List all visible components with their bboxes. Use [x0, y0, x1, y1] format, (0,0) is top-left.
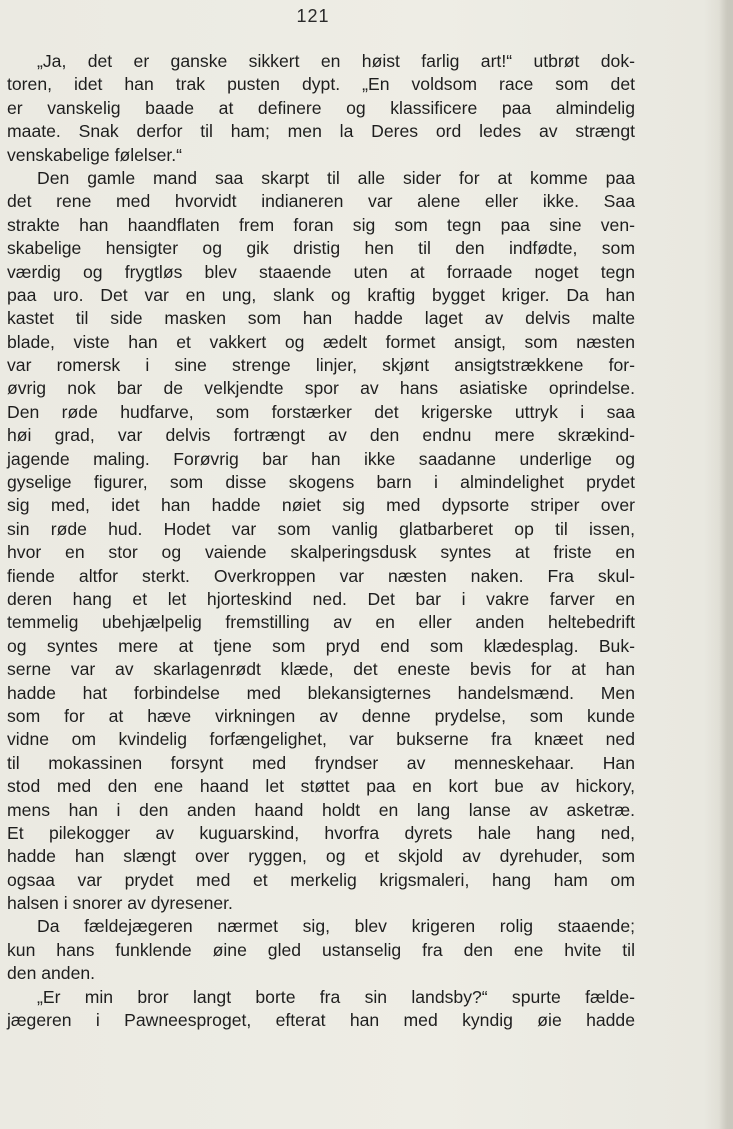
text-line: „Ja, det er ganske sikkert en høist farlig art!“ utbrøt dok- [37, 51, 635, 71]
text-line: ogsaa var prydet med et merkelig krigsmaleri, hang ham om [7, 869, 635, 890]
text-line: temmelig ubehjælpelig fremstilling av en eller anden heltebedrift [7, 612, 635, 633]
text-line: Den gamle mand saa skarpt til alle sider for at komme paa [37, 167, 635, 188]
text-line: til mokassinen forsynt med fryndser av menneskehaar. Han [7, 752, 635, 773]
text-line: deren hang et let hjorteskind ned. Det bar i vakre farver en [7, 588, 635, 609]
text-line: jægeren i Pawneesproget, efterat han med kyndig øie hadde [7, 1010, 635, 1031]
text-line: stod med den ene haand let støttet paa en kort bue av hickory, [7, 776, 635, 797]
text-line: værdig og frygtløs blev staaende uten at forraade noget tegn [7, 261, 635, 282]
text-line: blade, viste han et vakkert og ædelt formet ansigt, som næsten [7, 331, 635, 352]
text-line: mens han i den anden haand holdt en lang lanse av asketræ. [7, 799, 635, 820]
text-line: maate. Snak derfor til ham; men la Deres ord ledes av strængt [7, 121, 635, 142]
page-number: 121 [296, 6, 330, 26]
text-line: paa uro. Det var en ung, slank og kraftig bygget kriger. Da han [7, 284, 635, 305]
text-line: Den røde hudfarve, som forstærker det krigerske uttryk i saa [7, 401, 635, 422]
text-line: serne var av skarlagenrødt klæde, det eneste bevis for at han [7, 659, 635, 680]
text-line: fiende altfor sterkt. Overkroppen var næsten naken. Fra skul- [7, 565, 635, 586]
text-line: vidne om kvindelig forfængelighet, var bukserne fra knæet ned [7, 729, 635, 750]
text-line: sin røde hud. Hodet var som vanlig glatbarberet op til issen, [7, 518, 635, 539]
text-line: sig med, idet han hadde nøiet sig med dypsorte striper over [7, 495, 635, 516]
text-line: skabelige hensigter og gik dristig hen til den indfødte, som [7, 238, 635, 259]
text-line: øvrig nok bar de velkjendte spor av hans asiatiske oprindelse. [7, 378, 635, 399]
text-line: og syntes mere at tjene som pryd end som klædesplag. Buk- [7, 635, 635, 656]
body-text [7, 50, 635, 1032]
text-line: Et pilekogger av kuguarskind, hvorfra dyrets hale hang ned, [7, 822, 635, 843]
text-line: hadde hat forbindelse med blekansigternes handelsmænd. Men [7, 682, 635, 703]
text-line: kastet til side masken som han hadde laget av delvis malte [7, 308, 635, 329]
page-edge [719, 0, 733, 1129]
text-line: toren, idet han trak pusten dypt. „En voldsom race som det [7, 74, 635, 95]
text-line: gyselige figurer, som disse skogens barn i almindelighet prydet [7, 472, 635, 493]
text-line: den anden. [7, 963, 96, 984]
text-line: er vanskelig baade at definere og klassificere paa almindelig [7, 97, 635, 118]
text-line: „Er min bror langt borte fra sin landsby?“ spurte fælde- [37, 986, 635, 1007]
text-line: strakte han haandflaten frem foran sig som tegn paa sine ven- [7, 214, 635, 235]
text-line: jagende maling. Forøvrig bar han ikke saadanne underlige og [7, 448, 635, 469]
text-line: venskabelige følelser.“ [7, 144, 183, 165]
text-line: kun hans funklende øine gled ustanselig fra den ene hvite til [7, 939, 635, 960]
text-line: som for at hæve virkningen av denne prydelse, som kunde [7, 705, 635, 726]
text-line: halsen i snorer av dyresener. [7, 893, 233, 914]
text-line: var romersk i sine strenge linjer, skjønt ansigtstrækkene for- [7, 355, 635, 376]
text-line: hadde han slængt over ryggen, og et skjold av dyrehuder, som [7, 846, 635, 867]
text-line: Da fældejægeren nærmet sig, blev krigeren rolig staaende; [37, 916, 635, 937]
text-line: det rene med hvorvidt indianeren var alene eller ikke. Saa [7, 191, 635, 212]
text-line: hvor en stor og vaiende skalperingsdusk syntes at friste en [7, 542, 635, 563]
text-line: høi grad, var delvis fortrængt av den endnu mere skrækind- [7, 425, 635, 446]
